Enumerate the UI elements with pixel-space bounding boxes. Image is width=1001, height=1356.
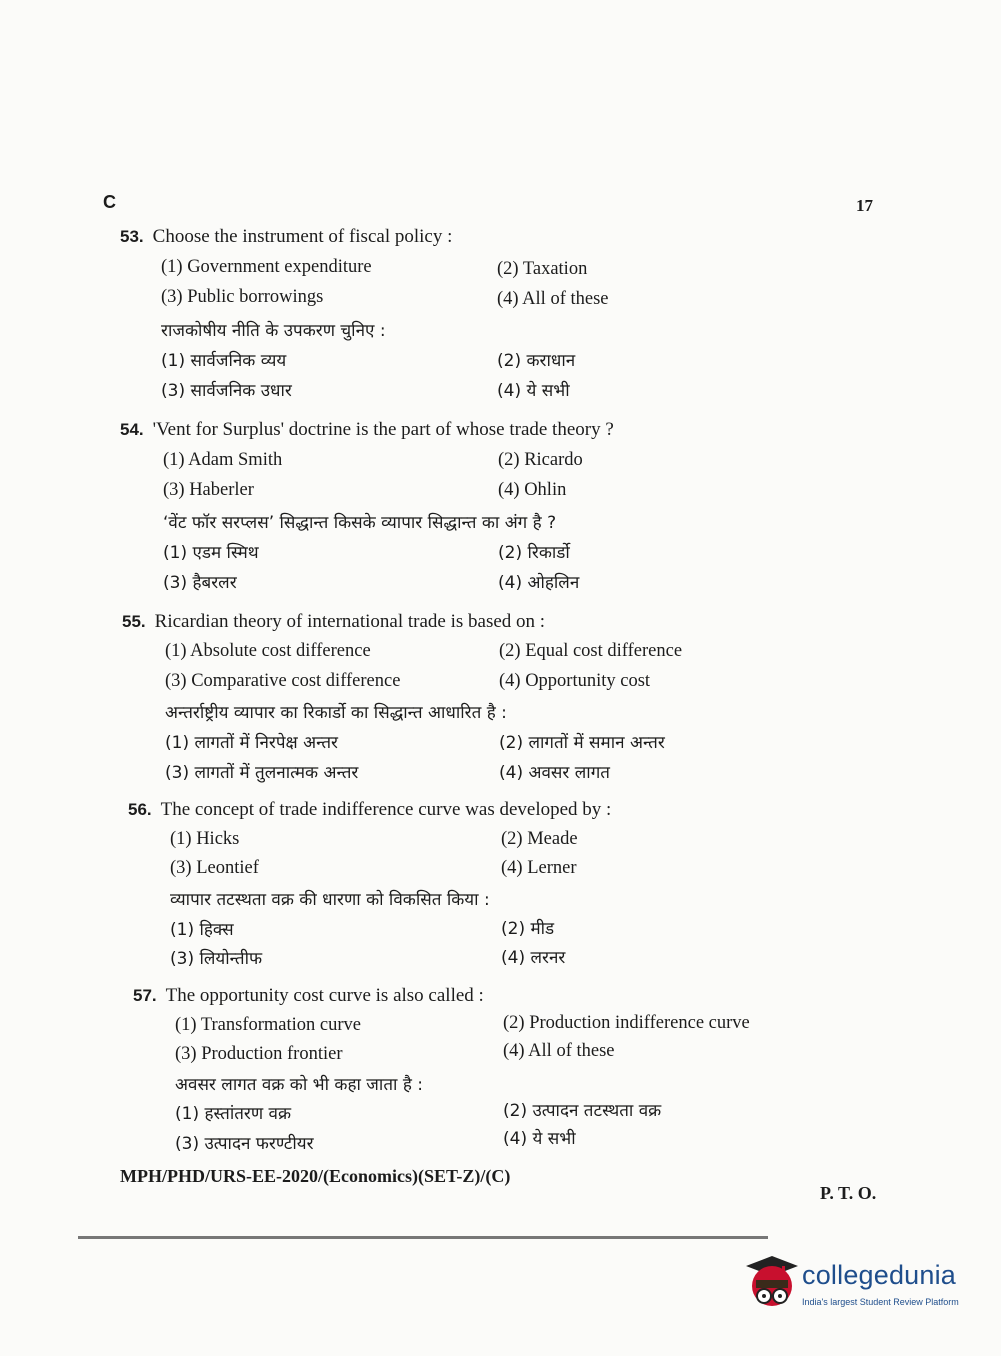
option-hi-3: (3) उत्पादन फरण्टीयर xyxy=(175,1134,314,1154)
question-text-en: 53. Choose the instrument of fiscal policy : xyxy=(120,226,453,247)
option-hi-4: (4) लरनर xyxy=(501,948,566,968)
question-text-en: 56. The concept of trade indifference curve was developed by : xyxy=(128,799,612,820)
option-hi-4: (4) ये सभी xyxy=(503,1129,576,1149)
option-en-2: (2) Equal cost difference xyxy=(499,641,683,661)
option-hi-2: (2) लागतों में समान अन्तर xyxy=(499,733,665,753)
option-en-3: (3) Production frontier xyxy=(175,1044,343,1064)
option-en-3: (3) Leontief xyxy=(170,858,259,878)
option-hi-2: (2) मीड xyxy=(501,919,555,939)
option-en-3: (3) Comparative cost difference xyxy=(165,671,401,691)
question-text-en: 55. Ricardian theory of international trade is based on : xyxy=(122,611,546,632)
question-text-hi: राजकोषीय नीति के उपकरण चुनिए : xyxy=(161,321,386,341)
option-en-4: (4) All of these xyxy=(503,1041,615,1061)
set-letter: C xyxy=(103,192,116,212)
question-text-hi: ‘वेंट फॉर सरप्लस’ सिद्धान्त किसके व्यापार सिद्धान्त का अंग है ? xyxy=(163,513,557,533)
option-hi-1: (1) सार्वजनिक व्यय xyxy=(161,351,287,371)
option-hi-2: (2) रिकार्डो xyxy=(498,543,570,563)
brand-tagline: India's largest Student Review Platform xyxy=(802,1297,959,1307)
question-number: 53. xyxy=(120,227,144,246)
option-hi-2: (2) कराधान xyxy=(497,351,576,371)
question-text-hi: अन्तर्राष्ट्रीय व्यापार का रिकार्डो का सिद्धान्त आधारित है : xyxy=(165,703,507,723)
option-hi-4: (4) ये सभी xyxy=(497,381,570,401)
option-hi-3: (3) हैबरलर xyxy=(163,573,237,593)
option-en-2: (2) Production indifference curve xyxy=(503,1013,750,1033)
option-en-3: (3) Haberler xyxy=(163,480,254,500)
option-en-3: (3) Public borrowings xyxy=(161,287,324,307)
option-en-4: (4) Opportunity cost xyxy=(499,671,651,691)
option-en-4: (4) All of these xyxy=(497,289,609,309)
option-en-1: (1) Government expenditure xyxy=(161,257,372,277)
page-edge-line xyxy=(78,1236,768,1239)
collegedunia-watermark xyxy=(742,1252,972,1312)
question-number: 55. xyxy=(122,612,146,631)
question-text-en: 54. 'Vent for Surplus' doctrine is the part of whose trade theory ? xyxy=(120,419,614,440)
option-en-4: (4) Ohlin xyxy=(498,480,567,500)
question-number: 56. xyxy=(128,800,152,819)
option-hi-3: (3) सार्वजनिक उधार xyxy=(161,381,292,401)
paper-code: MPH/PHD/URS-EE-2020/(Economics)(SET-Z)/(C) xyxy=(120,1166,511,1186)
option-en-1: (1) Transformation curve xyxy=(175,1015,361,1035)
question-number: 54. xyxy=(120,420,144,439)
option-en-1: (1) Hicks xyxy=(170,829,240,849)
option-en-1: (1) Adam Smith xyxy=(163,450,283,470)
brand-name: collegedunia xyxy=(802,1260,957,1290)
question-text-hi: अवसर लागत वक्र को भी कहा जाता है : xyxy=(175,1075,423,1095)
option-hi-1: (1) एडम स्मिथ xyxy=(163,543,259,563)
option-hi-1: (1) लागतों में निरपेक्ष अन्तर xyxy=(165,733,338,753)
option-en-2: (2) Meade xyxy=(501,829,578,849)
option-hi-3: (3) लियोन्तीफ xyxy=(170,949,263,969)
option-hi-1: (1) हस्तांतरण वक्र xyxy=(175,1104,292,1124)
pto-label: P. T. O. xyxy=(820,1183,877,1203)
mascot-icon xyxy=(742,1252,800,1312)
option-en-2: (2) Ricardo xyxy=(498,450,583,470)
option-en-1: (1) Absolute cost difference xyxy=(165,641,371,661)
option-hi-2: (2) उत्पादन तटस्थता वक्र xyxy=(503,1101,662,1121)
option-hi-3: (3) लागतों में तुलनात्मक अन्तर xyxy=(165,763,359,783)
option-hi-1: (1) हिक्स xyxy=(170,920,234,940)
option-hi-4: (4) ओहलिन xyxy=(498,573,580,593)
option-en-2: (2) Taxation xyxy=(497,259,588,279)
question-text-hi: व्यापार तटस्थता वक्र की धारणा को विकसित किया : xyxy=(170,890,490,910)
option-en-4: (4) Lerner xyxy=(501,858,577,878)
option-hi-4: (4) अवसर लागत xyxy=(499,763,610,783)
question-text-en: 57. The opportunity cost curve is also called : xyxy=(133,985,484,1006)
question-number: 57. xyxy=(133,986,157,1005)
page-number: 17 xyxy=(856,196,873,215)
